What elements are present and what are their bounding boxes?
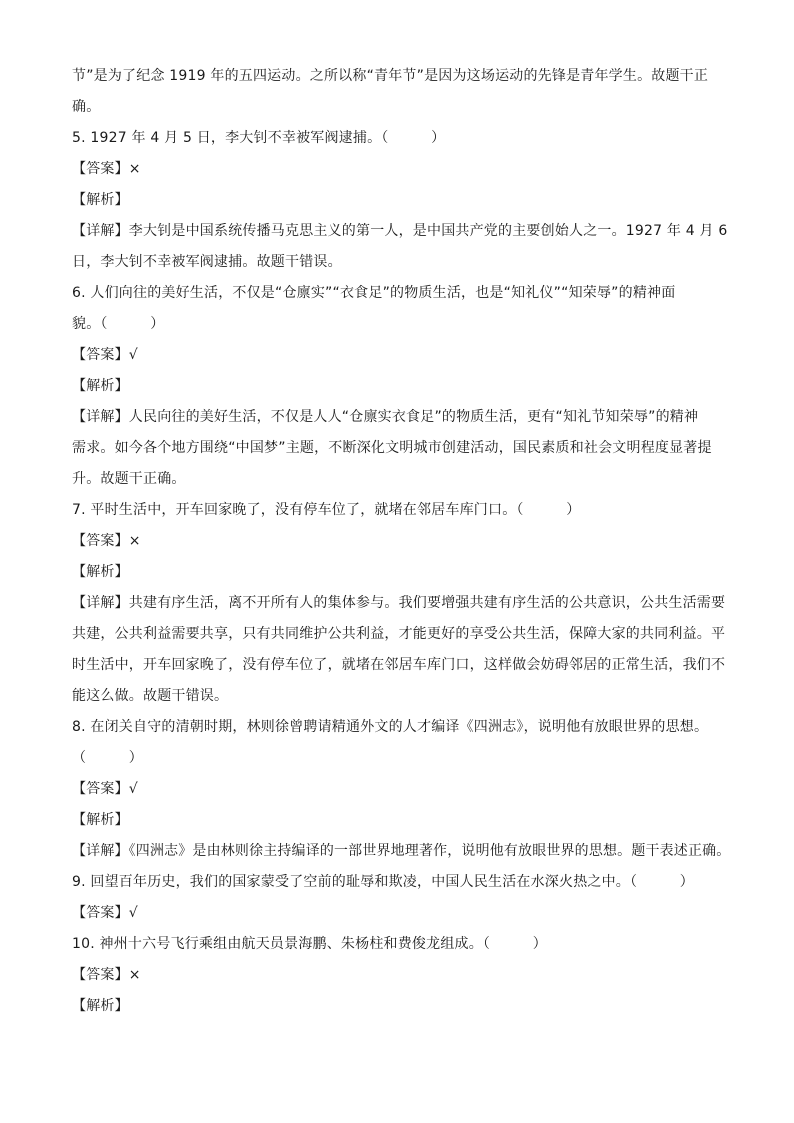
analysis-heading: 【解析】 xyxy=(72,378,129,394)
detail-line: 【详解】人民向往的美好生活，不仅是人人“仓廪实衣食足”的物质生活，更有“知礼节知荣辱”的精神 xyxy=(72,409,699,425)
text-line: 时生活中，开车回家晚了，没有停车位了，就堵在邻居车库门口，这样做会妨碍邻居的正常生活，我们不 xyxy=(72,657,726,673)
question-8: 8. 在闭关自守的清朝时期，林则徐曾聘请精通外文的人才编译《四洲志》，说明他有放眼世界的思想。 xyxy=(72,719,709,735)
text-line: 貌。（ ） xyxy=(72,316,165,332)
analysis-heading: 【解析】 xyxy=(72,192,129,208)
text-line: 能这么做。故题干错误。 xyxy=(72,688,229,704)
answer-line: 【答案】√ xyxy=(72,347,138,363)
analysis-heading: 【解析】 xyxy=(72,812,129,828)
answer-line: 【答案】× xyxy=(72,967,141,983)
analysis-heading: 【解析】 xyxy=(72,564,129,580)
answer-line: 【答案】√ xyxy=(72,781,138,797)
detail-line: 【详解】共建有序生活，离不开所有人的集体参与。我们要增强共建有序生活的公共意识，公共生活需要 xyxy=(72,595,726,611)
analysis-heading: 【解析】 xyxy=(72,998,129,1014)
answer-line: 【答案】√ xyxy=(72,905,138,921)
text-line: （ ） xyxy=(72,750,143,766)
detail-line: 【详解】《四洲志》是由林则徐主持编译的一部世界地理著作，说明他有放眼世界的思想。题干表述正确。 xyxy=(72,843,731,859)
question-10: 10. 神州十六号飞行乘组由航天员景海鹏、朱杨柱和费俊龙组成。（ ） xyxy=(72,936,547,952)
question-5: 5. 1927 年 4 月 5 日，李大钊不幸被军阀逮捕。（ ） xyxy=(72,130,446,146)
question-6: 6. 人们向往的美好生活，不仅是“仓廪实”“衣食足”的物质生活，也是“知礼仪”“知荣辱”的精神面 xyxy=(72,285,676,301)
text-line: 日，李大钊不幸被军阀逮捕。故题干错误。 xyxy=(72,254,342,270)
text-line: 升。故题干正确。 xyxy=(72,471,186,487)
text-line: 共建，公共利益需要共享，只有共同维护公共利益，才能更好的享受公共生活，保障大家的共同利益。平 xyxy=(72,626,726,642)
question-7: 7. 平时生活中，开车回家晚了，没有停车位了，就堵在邻居车库门口。（ ） xyxy=(72,502,581,518)
text-line: 确。 xyxy=(72,99,101,115)
answer-line: 【答案】× xyxy=(72,161,141,177)
answer-line: 【答案】× xyxy=(72,533,141,549)
text-line: 节”是为了纪念 1919 年的五四运动。之所以称“青年节”是因为这场运动的先锋是青年学生。故题干正 xyxy=(72,68,709,84)
detail-line: 【详解】李大钊是中国系统传播马克思主义的第一人，是中国共产党的主要创始人之一。1927 年 4 月 6 xyxy=(72,223,728,239)
question-9: 9. 回望百年历史，我们的国家蒙受了空前的耻辱和欺凌，中国人民生活在水深火热之中。（ ） xyxy=(72,874,695,890)
text-line: 需求。如今各个地方围绕“中国梦”主题，不断深化文明城市创建活动，国民素质和社会文明程度显著提 xyxy=(72,440,712,456)
